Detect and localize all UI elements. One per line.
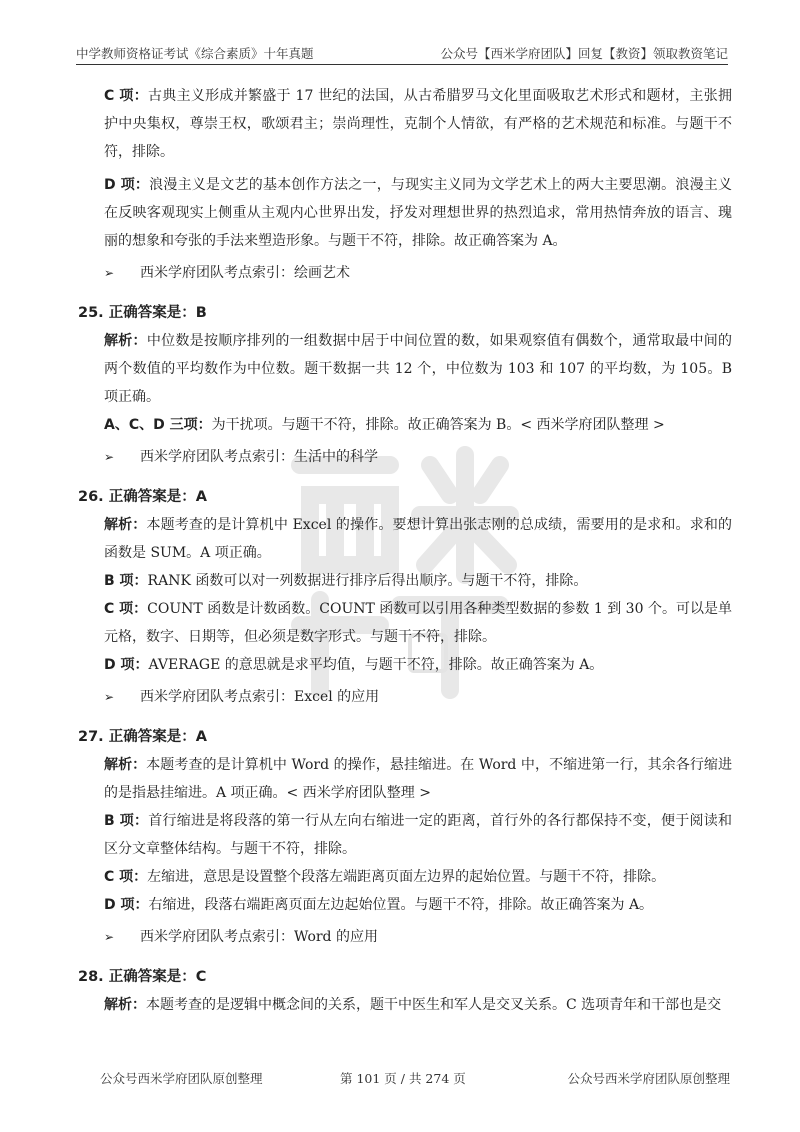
q24-topic-tag: ➢ 西米学府团队考点索引：绘画艺术 [104,259,732,287]
q25-topic-tag: ➢ 西米学府团队考点索引：生活中的科学 [104,443,732,471]
q26-answer-heading: 26. 正确答案是：A [78,489,207,505]
arrow-bullet-icon: ➢ [104,266,115,280]
q26-topic-tag: ➢ 西米学府团队考点索引：Excel 的应用 [104,683,732,711]
q27-option-c: C 项：左缩进，意思是设置整个段落左端距离页面左边界的起始位置。与题干不符，排除。 [104,869,666,885]
q27-analysis: 解析：本题考查的是计算机中 Word 的操作，悬挂缩进。在 Word 中，不缩进第一行，其余各行缩进的是指悬挂缩进。A 项正确。< 西米学府团队整理 > [104,757,733,801]
arrow-bullet-icon: ➢ [104,450,115,464]
q24-option-c: C 项：古典主义形成并繁盛于 17 世纪的法国，从古希腊罗马文化里面吸取艺术形式和题材，主张拥护中央集权，尊崇王权，歌颂君主；崇尚理性，克制个人情欲，有严格的艺术规范和标准。与题干不符，排除。 [104,88,732,160]
q27-option-d: D 项：右缩进，段落右端距离页面左边起始位置。与题干不符，排除。故正确答案为 A。 [104,897,654,913]
q26-option-c: C 项：COUNT 函数是计数函数。COUNT 函数可以引用各种类型数据的参数 1 到 30 个。可以是单元格，数字、日期等，但必须是数字形式。与题干不符，排除。 [104,601,732,645]
page-number: 第 101 页 / 共 274 页 [340,1071,466,1086]
q27-topic-tag: ➢ 西米学府团队考点索引：Word 的应用 [104,923,732,951]
q26-analysis: 解析：本题考查的是计算机中 Excel 的操作。要想计算出张志刚的总成绩，需要用的是求和。求和的函数是 SUM。A 项正确。 [104,517,733,561]
q25-options-acd: A、C、D 三项：为干扰项。与题干不符，排除。故正确答案为 B。< 西米学府团队整理 > [104,417,665,433]
footer-left: 公众号西米学府团队原创整理 [100,1071,263,1086]
page-header [76,40,728,65]
q24-option-d: D 项：浪漫主义是文艺的基本创作方法之一，与现实主义同为文学艺术上的两大主要思潮。浪漫主义在反映客观现实上侧重从主观内心世界出发，抒发对理想世界的热烈追求，常用热情奔放的语言、瑰丽的想象和夸张的手法来塑造形象。与题干不符，排除。故正确答案为 A。 [104,177,733,249]
q26-option-b: B 项：RANK 函数可以对一列数据进行排序后得出顺序。与题干不符，排除。 [104,573,588,589]
q28-analysis: 解析：本题考查的是逻辑中概念间的关系，题干中医生和军人是交叉关系。C 选项青年和干部也是交 [104,997,722,1013]
arrow-bullet-icon: ➢ [104,690,115,704]
q27-option-b: B 项：首行缩进是将段落的第一行从左向右缩进一定的距离，首行外的各行都保持不变，便于阅读和区分文章整体结构。与题干不符，排除。 [104,813,733,857]
q27-answer-heading: 27. 正确答案是：A [78,729,207,745]
q25-answer-heading: 25. 正确答案是：B [78,305,207,321]
q26-option-d: D 项：AVERAGE 的意思就是求平均值，与题干不符，排除。故正确答案为 A。 [104,657,604,673]
answer-content [78,82,733,1019]
header-promo: 公众号【西米学府团队】回复【教资】领取教资笔记 [440,46,728,61]
q25-analysis: 解析：中位数是按顺序排列的一组数据中居于中间位置的数，如果观察值有偶数个，通常取最中间的两个数值的平均数作为中位数。题干数据一共 12 个，中位数为 103 和 107 的平均数，为 105。B 项正确。 [104,333,733,405]
footer-right: 公众号西米学府团队原创整理 [567,1071,730,1086]
arrow-bullet-icon: ➢ [104,930,115,944]
header-title: 中学教师资格证考试《综合素质》十年真题 [76,46,314,61]
q28-answer-heading: 28. 正确答案是：C [78,969,207,985]
